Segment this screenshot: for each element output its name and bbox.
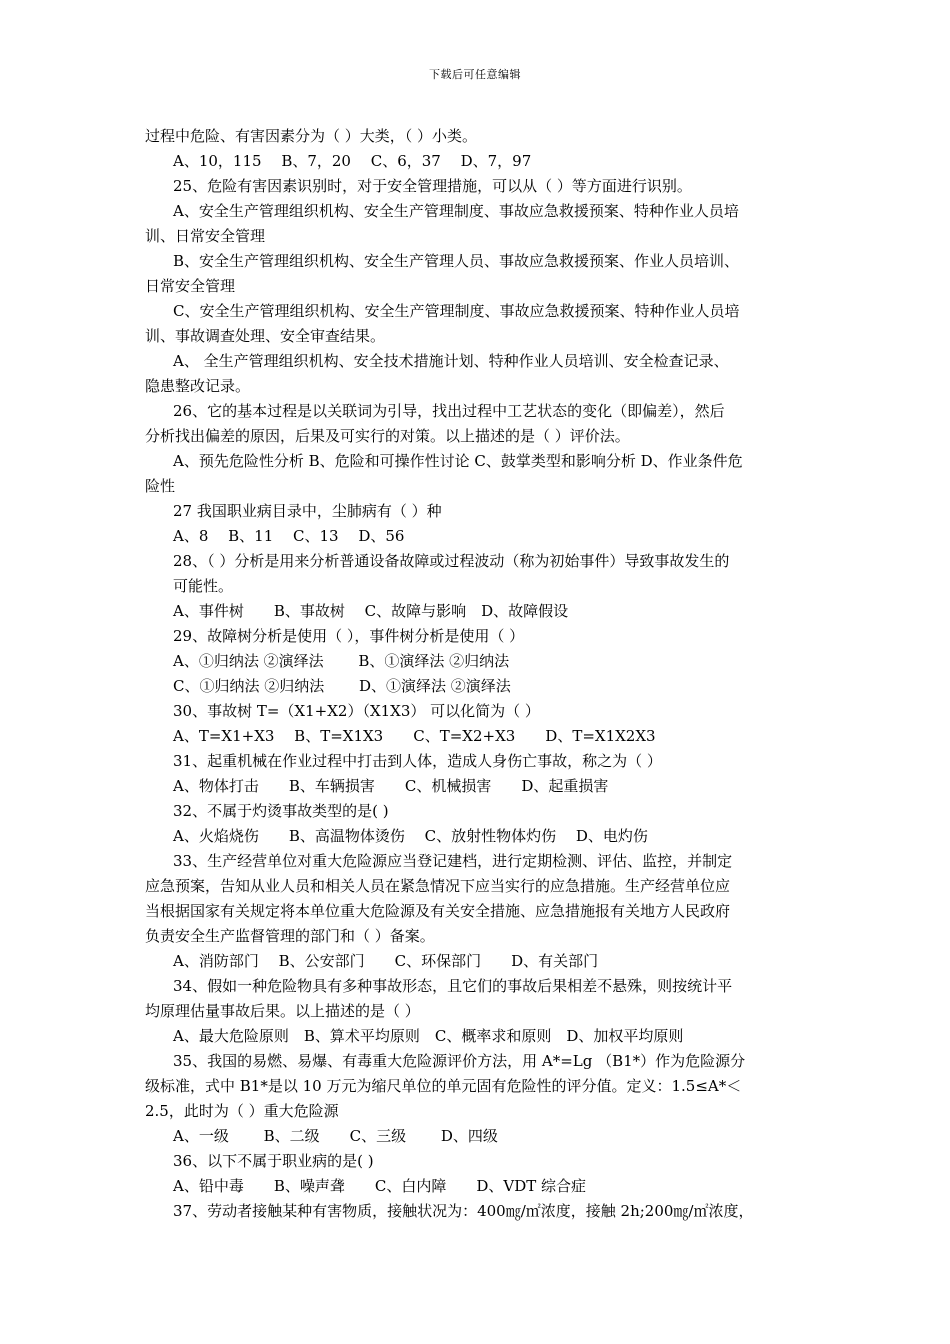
text-line: 2.5，此时为（ ）重大危险源 xyxy=(145,1102,339,1120)
text-line: A、安全生产管理组织机构、安全生产管理制度、事故应急救援预案、特种作业人员培 xyxy=(173,202,739,220)
text-line: 28、（ ）分析是用来分析普通设备故障或过程波动（称为初始事件）导致事故发生的 xyxy=(173,552,730,570)
text-line: 当根据国家有关规定将本单位重大危险源及有关安全措施、应急措施报有关地方人民政府 xyxy=(145,902,731,920)
text-line: 37、劳动者接触某种有害物质，接触状况为：400㎎/㎡浓度，接触 2h;200㎎/㎡浓度， xyxy=(173,1202,754,1220)
text-line: A、预先危险性分析 B、危险和可操作性讨论 C、鼓掌类型和影响分析 D、作业条件危 xyxy=(173,452,743,470)
text-line: 日常安全管理 xyxy=(145,277,236,295)
text-line: 可能性。 xyxy=(173,577,234,595)
text-line: C、安全生产管理组织机构、安全生产管理制度、事故应急救援预案、特种作业人员培 xyxy=(173,302,740,320)
text-line: 训、日常安全管理 xyxy=(145,227,266,245)
text-line: A、事件树 B、事故树 C、故障与影响 D、故障假设 xyxy=(173,602,569,620)
text-line: 27 我国职业病目录中，尘肺病有（ ）种 xyxy=(173,502,442,520)
text-line: 26、它的基本过程是以关联词为引导，找出过程中工艺状态的变化（即偏差），然后 xyxy=(173,402,725,420)
text-line: B、安全生产管理组织机构、安全生产管理人员、事故应急救援预案、作业人员培训、 xyxy=(173,252,740,270)
text-line: A、火焰烧伤 B、高温物体烫伤 C、放射性物体灼伤 D、电灼伤 xyxy=(173,827,648,845)
text-line: A、10，115 B、7，20 C、6，37 D、7，97 xyxy=(173,152,532,170)
text-line: 29、故障树分析是使用（ ），事件树分析是使用（ ） xyxy=(173,627,525,645)
text-line: A、消防部门 B、公安部门 C、环保部门 D、有关部门 xyxy=(173,952,599,970)
text-line: 级标准，式中 B1*是以 10 万元为缩尺单位的单元固有危险性的评分值。定义：1.5≤A*＜ xyxy=(145,1077,742,1095)
text-line: 隐患整改记录。 xyxy=(145,377,251,395)
text-line: 31、起重机械在作业过程中打击到人体，造成人身伤亡事故，称之为（ ） xyxy=(173,752,662,770)
text-line: 均原理估量事故后果。以上描述的是（ ） xyxy=(145,1002,420,1020)
document-body xyxy=(145,124,810,1224)
text-line: A、①归纳法 ②演绎法 B、①演绎法 ②归纳法 xyxy=(173,652,510,670)
text-line: 32、不属于灼烫事故类型的是( ) xyxy=(173,802,389,820)
text-line: C、①归纳法 ②归纳法 D、①演绎法 ②演绎法 xyxy=(173,677,511,695)
text-line: 36、以下不属于职业病的是( ) xyxy=(173,1152,374,1170)
text-line: 34、假如一种危险物具有多种事故形态，且它们的事故后果相差不悬殊，则按统计平 xyxy=(173,977,733,995)
text-line: 训、事故调查处理、安全审查结果。 xyxy=(145,327,386,345)
text-line: A、物体打击 B、车辆损害 C、机械损害 D、起重损害 xyxy=(173,777,609,795)
text-line: 25、危险有害因素识别时，对于安全管理措施，可以从（ ）等方面进行识别。 xyxy=(173,177,692,195)
text-line: 35、我国的易燃、易爆、有毒重大危险源评价方法，用 A*=Lg （B1*）作为危险源分 xyxy=(173,1052,746,1070)
text-line: 30、事故树 T=（X1+X2）（X1X3） 可以化简为（ ） xyxy=(173,702,540,720)
text-line: 险性 xyxy=(145,477,176,495)
page-header: 下载后可任意编辑 xyxy=(429,68,521,81)
text-line: A、 全生产管理组织机构、安全技术措施计划、特种作业人员培训、安全检查记录、 xyxy=(173,352,729,370)
text-line: A、铅中毒 B、噪声聋 C、白内障 D、VDT 综合症 xyxy=(173,1177,586,1195)
text-line: A、一级 B、二级 C、三级 D、四级 xyxy=(173,1127,498,1145)
text-line: A、8 B、11 C、13 D、56 xyxy=(173,527,405,545)
text-line: A、最大危险原则 B、算术平均原则 C、概率求和原则 D、加权平均原则 xyxy=(173,1027,684,1045)
text-line: 过程中危险、有害因素分为（ ）大类，（ ）小类。 xyxy=(145,127,478,145)
text-line: 分析找出偏差的原因，后果及可实行的对策。以上描述的是（ ）评价法。 xyxy=(145,427,630,445)
text-line: A、T=X1+X3 B、T=X1X3 C、T=X2+X3 D、T=X1X2X3 xyxy=(173,727,656,745)
text-line: 33、生产经营单位对重大危险源应当登记建档，进行定期检测、评估、监控，并制定 xyxy=(173,852,733,870)
text-line: 负责安全生产监督管理的部门和（ ）备案。 xyxy=(145,927,435,945)
text-line: 应急预案，告知从业人员和相关人员在紧急情况下应当实行的应急措施。生产经营单位应 xyxy=(145,877,731,895)
